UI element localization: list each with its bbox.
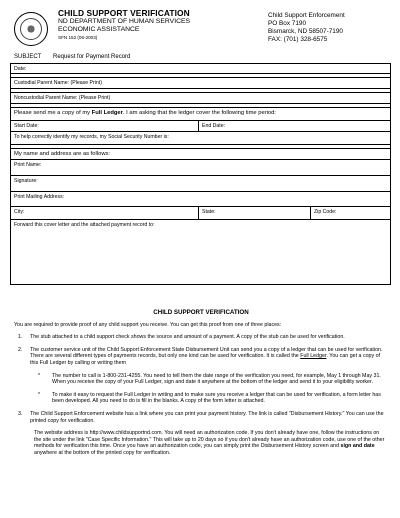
instructions xyxy=(14,310,388,463)
forward-to-label: Forward this cover letter and the attached payment record to: xyxy=(14,222,155,228)
address-line: Bismarck, ND 58507-7190 xyxy=(268,28,343,35)
bullet-item xyxy=(14,373,388,386)
zip-field[interactable] xyxy=(311,207,390,219)
address-line: Child Support Enforcement xyxy=(268,12,345,19)
division-name: ECONOMIC ASSISTANCE xyxy=(58,26,140,33)
city-field[interactable] xyxy=(11,207,199,219)
form-header xyxy=(12,8,392,54)
full-ledger-underlined: Full Ledger xyxy=(300,353,327,360)
custodial-parent-field[interactable] xyxy=(11,78,390,89)
custodial-parent-label: Custodial Parent Name: (Please Print) xyxy=(14,80,102,86)
form-number: SFN 152 (06-2003) xyxy=(58,35,98,40)
forward-to-field[interactable] xyxy=(11,220,390,284)
list-number: 2. xyxy=(18,346,23,353)
name-address-heading xyxy=(11,149,390,160)
department-name: ND DEPARTMENT OF HUMAN SERVICES xyxy=(58,18,191,25)
start-date-field[interactable] xyxy=(11,121,199,131)
city-state-zip-row xyxy=(11,207,390,220)
address-line: PO Box 7190 xyxy=(268,20,307,27)
start-date-label: Start Date: xyxy=(14,123,39,129)
zip-label: Zip Code: xyxy=(314,209,337,215)
mailing-address-field[interactable] xyxy=(11,192,390,207)
website-text-pre: The website address is http://www.childsupportnd.com. You will need an authorization code. If you don't already have one, follow the instructions on the site under the link "Case Specific Information." This will take up to 20 days so if you don't already have an authorization code, use one of the other methods for verification this time. Once you have an authorization code, you can simply print the Disbursement History screen and xyxy=(34,430,385,450)
bullet-icon: * xyxy=(38,391,41,398)
sign-and-date-bold: sign and date xyxy=(340,443,375,450)
list-item xyxy=(14,347,388,367)
list-number: 1. xyxy=(18,334,23,341)
list-item xyxy=(14,411,388,424)
date-label: Date: xyxy=(14,66,27,72)
item-3-text: The Child Support Enforcement website has a link where you can print your payment history. The link is called "Disbursement History." You can use the printed copy for verification. xyxy=(30,410,384,424)
instructions-heading: CHILD SUPPORT VERIFICATION xyxy=(153,309,249,316)
bullet-icon: * xyxy=(38,372,41,379)
item-1-text: The stub attached to a child support check shows the source and amount of a payment. A copy of the stub can be used for verification. xyxy=(30,334,345,341)
ledger-request-text xyxy=(11,108,390,121)
mailing-address-block xyxy=(268,12,398,44)
mailing-address-label: Print Mailing Address: xyxy=(14,194,65,200)
header-left xyxy=(58,8,258,41)
ledger-text-post: . I am asking that the ledger cover the following time period: xyxy=(122,110,276,116)
end-date-label: End Date: xyxy=(202,123,226,129)
date-field[interactable] xyxy=(11,64,390,74)
list-number: 3. xyxy=(18,410,23,417)
date-range-row xyxy=(11,121,390,132)
subject-label: SUBJECT xyxy=(14,54,42,60)
intro-paragraph: You are required to provide proof of any child support you receive. You can get this proof from one of three places: xyxy=(14,321,282,328)
signature-label: Signature: xyxy=(14,178,38,184)
state-field[interactable] xyxy=(199,207,311,219)
item-2-pre: The customer service unit of the Child Support Enforcement State Disbursement Unit can send you a copy of a ledger that can be used for verification. There are several different types of payments records, but only one kind can be used for verification. It is called the xyxy=(30,346,383,360)
end-date-field[interactable] xyxy=(199,121,390,131)
print-name-field[interactable] xyxy=(11,160,390,176)
ssn-label: To help correctly identify my records, my Social Security Number is: xyxy=(14,134,169,140)
bullet-2-text: To make it easy to request the Full Ledger in writing and to make sure you receive a ledger that can be used for verification, a form letter has been developed. All you need to do is fill in the blanks. A copy of the form letter is attached. xyxy=(52,391,381,405)
form-title: CHILD SUPPORT VERIFICATION xyxy=(58,8,190,18)
list-item xyxy=(14,334,388,341)
item-2-text xyxy=(26,347,388,367)
noncustodial-parent-field[interactable] xyxy=(11,93,390,104)
ssn-field[interactable] xyxy=(11,132,390,145)
fax-line: FAX: (701) 328-6575 xyxy=(268,36,328,43)
signature-field[interactable] xyxy=(11,176,390,192)
bullet-item xyxy=(14,392,388,405)
noncustodial-parent-label: Noncustodial Parent Name: (Please Print) xyxy=(14,95,111,101)
ledger-text-pre: Please send me a copy of my xyxy=(14,110,91,116)
ledger-text-bold: Full Ledger xyxy=(91,110,123,116)
subject-line xyxy=(14,54,130,60)
subject-value: Request for Payment Record xyxy=(53,54,131,60)
website-paragraph xyxy=(14,430,388,456)
name-address-label: My name and address are as follows: xyxy=(14,151,111,157)
item-2-post: . You can get a copy of this Full Ledger by calling or writing them xyxy=(30,353,381,366)
city-label: City: xyxy=(14,209,25,215)
website-text-post: anywhere at the bottom of the printed copy for verification. xyxy=(34,449,171,456)
bullet-1-text: The number to call is 1-800-231-4255. You need to tell them the date range of the verification you need, for example, May 1 through May 31. When you receive the copy of your Full Ledger, sign and date it anywhere at the bottom of the ledger and send it to your eligibility worker. xyxy=(52,372,381,386)
request-form xyxy=(10,63,391,285)
state-seal-icon xyxy=(14,12,48,46)
state-label: State: xyxy=(202,209,216,215)
print-name-label: Print Name: xyxy=(14,162,42,168)
